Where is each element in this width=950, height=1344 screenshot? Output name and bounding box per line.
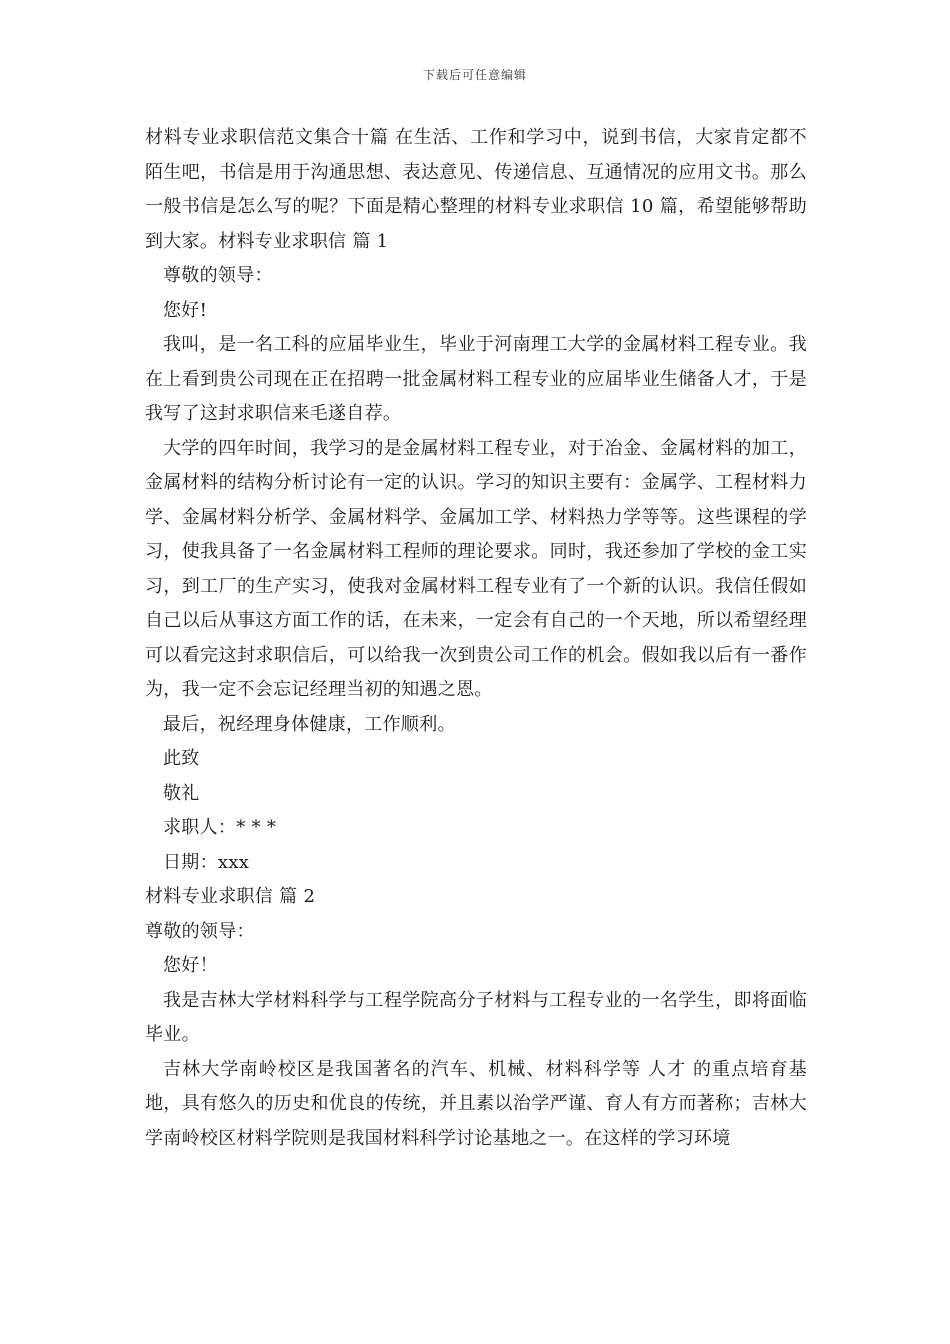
letter-2-heading: 材料专业求职信 篇 2 — [145, 886, 316, 907]
letter-1-closing-wish: 最后，祝经理身体健康，工作顺利。 — [163, 713, 456, 735]
letter-1-paragraph-study: 大学的四年时间，我学习的是金属材料工程专业，对于冶金、金属材料的加工，金属材料的结构分析讨论有一定的认识。学习的知识主要有：金属学、工程材料力学、金属材料分析学、金属材料学、金属加工学、材料热力学等等。这些课程的学习，使我具备了一名金属材料工程师的理论要求。同时，我还参加了学校的金工实习，到工厂的生产实习，使我对金属材料工程专业有了一个新的认识。我信任假如自己以后从事这方面工作的话，在未来，一定会有自己的一个天地，所以希望经理可以看完这封求职信后，可以给我一次到贵公司工作的机会。假如我以后有一番作为，我一定不会忘记经理当初的知遇之恩。 — [145, 437, 807, 700]
intro-paragraph: 材料专业求职信范文集合十篇 在生活、工作和学习中，说到书信，大家肯定都不陌生吧，书信是用于沟通思想、表达意见、传递信息、互通情况的应用文书。那么一般书信是怎么写的呢？下面是精心整理的材料专业求职信 10 篇，希望能够帮助到大家。材料专业求职信 篇 1 — [145, 127, 807, 252]
salutation-1: 尊敬的领导： — [163, 265, 273, 286]
letter-1-signature: 求职人：* * * — [163, 817, 277, 838]
letter-1-date: 日期：xxx — [163, 851, 250, 873]
letter-1-cizhi: 此致 — [163, 748, 200, 769]
document-body — [145, 121, 807, 1156]
greeting-1: 您好! — [163, 299, 208, 321]
letter-1-paragraph-intro: 我叫，是一名工科的应届毕业生，毕业于河南理工大学的金属材料工程专业。我在上看到贵公司现在正在招聘一批金属材料工程专业的应届毕业生储备人才，于是我写了这封求职信来毛遂自荐。 — [145, 334, 807, 424]
greeting-2: 您好！ — [163, 955, 218, 976]
salutation-2: 尊敬的领导： — [145, 920, 255, 942]
page-header: 下载后可任意编辑 — [422, 68, 527, 82]
letter-1-jingli: 敬礼 — [163, 782, 200, 804]
letter-2-paragraph-school: 吉林大学南岭校区是我国著名的汽车、机械、材料科学等 人才 的重点培育基地，具有悠久的历史和优良的传统，并且素以治学严谨、育人有方而著称；吉林大学南岭校区材料学院则是我国材料科学讨论基地之一。在这样的学习环境 — [145, 1058, 807, 1149]
letter-2-paragraph-intro: 我是吉林大学材料科学与工程学院高分子材料与工程专业的一名学生，即将面临毕业。 — [145, 989, 807, 1045]
